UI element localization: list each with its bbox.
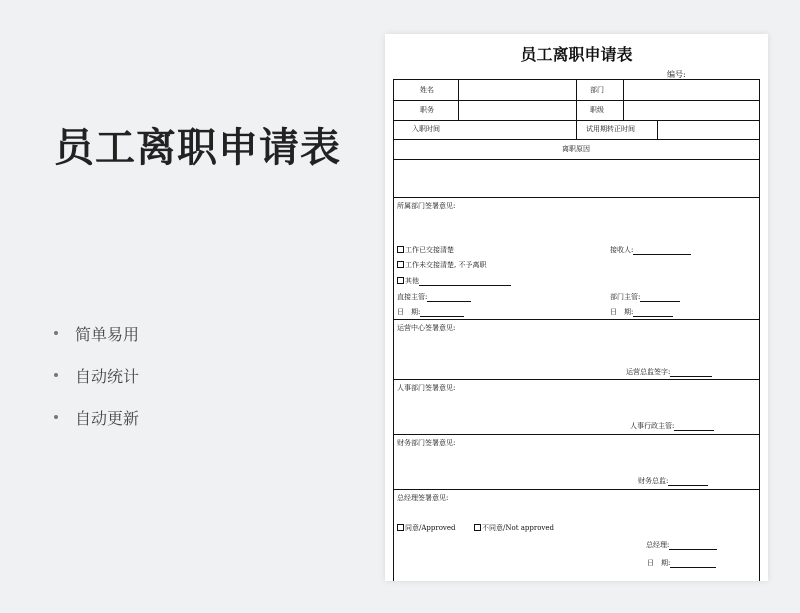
checkbox-icon <box>397 277 404 284</box>
feature-label: 简单易用 <box>75 324 140 344</box>
row-divider <box>394 197 759 198</box>
feature-item <box>54 354 139 396</box>
gm-opinion-title: 总经理签署意见: <box>397 494 449 502</box>
dept-supervisor-field: 部门主管: <box>610 293 680 302</box>
gm-date-field: 日 期: <box>647 559 716 568</box>
feature-item <box>54 312 139 354</box>
direct-supervisor-field: 直接主管: <box>397 293 471 302</box>
ops-director-sign: 运营总监签字: <box>626 368 712 377</box>
row-divider <box>394 159 759 160</box>
name-label: 姓名 <box>420 86 434 94</box>
row-divider <box>394 379 759 380</box>
position-label: 职务 <box>420 106 434 114</box>
hr-supervisor-sign: 人事行政主管: <box>630 422 714 431</box>
probation-label: 试用期转正时间 <box>586 125 635 133</box>
hr-opinion-title: 人事部门签署意见: <box>397 384 456 392</box>
disapprove-option: 不同意/Not approved <box>474 524 554 533</box>
fin-opinion-title: 财务部门签署意见: <box>397 439 456 447</box>
checkbox-icon <box>397 246 404 253</box>
ops-opinion-title: 运营中心签署意见: <box>397 324 456 332</box>
row-divider <box>394 319 759 320</box>
other-option: 其他 <box>397 277 511 286</box>
handover-done-option: 工作已交接清楚 <box>397 246 454 255</box>
row-divider <box>394 120 759 121</box>
form-title: 员工离职申请表 <box>520 45 633 64</box>
bullet-icon <box>54 415 58 419</box>
form-table <box>393 79 760 581</box>
row-divider <box>394 100 759 101</box>
dept-date-field: 日 期: <box>397 308 464 317</box>
checkbox-icon <box>397 524 404 531</box>
level-label: 职级 <box>590 106 604 114</box>
grid-divider <box>576 80 577 139</box>
fin-director-sign: 财务总监: <box>638 477 708 486</box>
handover-not-option: 工作未交接清楚, 不予离职 <box>397 261 486 270</box>
feature-label: 自动统计 <box>75 366 140 386</box>
feature-item <box>54 396 139 438</box>
bullet-icon <box>54 331 58 335</box>
receiver-field: 接收人: <box>610 246 691 255</box>
row-divider <box>394 489 759 490</box>
hire-date-label: 入职时间 <box>412 125 440 133</box>
reason-label: 离职原因 <box>562 145 590 153</box>
feature-list <box>54 312 139 438</box>
dept-opinion-title: 所属部门签署意见: <box>397 202 456 210</box>
gm-sign-field: 总经理: <box>646 541 717 550</box>
row-divider <box>394 434 759 435</box>
serial-number-label: 编号: <box>667 70 686 79</box>
checkbox-icon <box>474 524 481 531</box>
approve-option: 同意/Approved <box>397 524 456 533</box>
dept-label: 部门 <box>590 86 604 94</box>
form-preview <box>385 34 768 581</box>
bullet-icon <box>54 373 58 377</box>
dept-date-field-right: 日 期: <box>610 308 673 317</box>
page-title: 员工离职申请表 <box>54 125 341 171</box>
grid-divider <box>657 120 658 139</box>
row-divider <box>394 139 759 140</box>
feature-label: 自动更新 <box>75 408 140 428</box>
checkbox-icon <box>397 261 404 268</box>
